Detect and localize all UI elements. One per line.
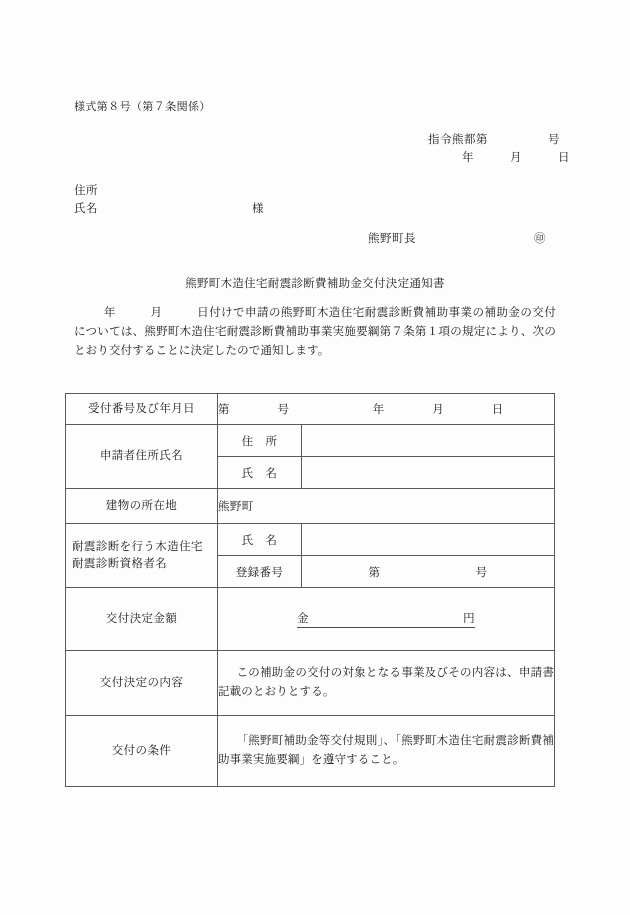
- row-sublabel-applicant-name: 氏 名: [218, 457, 302, 489]
- row-sublabel-applicant-address: 住 所: [218, 425, 302, 457]
- page-title: 熊野町木造住宅耐震診断費補助金交付決定通知書: [185, 278, 445, 290]
- seal-icon: ㊞: [534, 233, 546, 245]
- recipient-name-label: 氏名: [74, 203, 98, 215]
- body-paragraph: [74, 304, 556, 361]
- row-sublabel-registration-number: 登録番号: [218, 556, 302, 588]
- body-paragraph-text: 付けで申請の熊野町木造住宅耐震診断費補助事業の補助金の交付については、熊野町木造住宅耐震診断費補助事業実施要綱第７条第１項の規定により、次のとおり交付することに決定したので通知します。: [74, 307, 556, 357]
- issuer-title: 熊野町長: [368, 233, 416, 245]
- conditions-text: 「熊野町補助金等交付規則」、「熊野町木造住宅耐震診断費補助事業実施要綱」を遵守すること。: [218, 735, 555, 766]
- table-row: [66, 651, 555, 716]
- row-value-grant-amount[interactable]: [218, 588, 555, 651]
- table-row: [66, 394, 555, 425]
- table-row: [66, 489, 555, 524]
- table-row: [66, 524, 555, 556]
- row-value-decision-content: [218, 651, 555, 716]
- row-label-receipt-number: 受付番号及び年月日: [66, 394, 218, 425]
- row-value-inspector-name[interactable]: [302, 524, 555, 556]
- row-label-inspector-line2: 耐震診断資格者名: [72, 557, 168, 570]
- row-value-receipt-number[interactable]: 第 号 年 月 日: [218, 394, 555, 425]
- amount-prefix: 金: [297, 613, 309, 625]
- row-label-inspector-line1: 耐震診断を行う木造住宅: [72, 540, 203, 553]
- row-value-applicant-name[interactable]: [302, 457, 555, 489]
- recipient-address-label: 住所: [74, 185, 98, 197]
- document-date: 年 月 日: [462, 152, 570, 164]
- row-value-applicant-address[interactable]: [302, 425, 555, 457]
- decision-content-text: この補助金の交付の対象となる事業及びその内容は、申請書記載のとおりとする。: [218, 667, 555, 698]
- amount-suffix: 円: [463, 613, 475, 625]
- row-label-applicant: 申請者住所氏名: [66, 425, 218, 489]
- form-code: 様式第８号（第７条関係）: [74, 101, 211, 113]
- row-label-building-location: 建物の所在地: [66, 489, 218, 524]
- row-label-inspector: [66, 524, 218, 588]
- table-row: [66, 716, 555, 787]
- body-date-blank: 年 月 日: [103, 307, 209, 319]
- row-value-registration-number[interactable]: 第 号: [302, 556, 555, 588]
- table-row: [66, 425, 555, 457]
- amount-fill-line: [297, 610, 475, 628]
- row-label-decision-content: 交付決定の内容: [66, 651, 218, 716]
- row-value-building-location[interactable]: 熊野町: [218, 489, 555, 524]
- row-label-grant-amount: 交付決定金額: [66, 588, 218, 651]
- row-label-conditions: 交付の条件: [66, 716, 218, 787]
- document-number: 指令熊都第 号: [428, 134, 560, 146]
- table-row: [66, 588, 555, 651]
- decision-table: [65, 393, 555, 787]
- row-value-conditions: [218, 716, 555, 787]
- row-sublabel-inspector-name: 氏 名: [218, 524, 302, 556]
- recipient-honorific: 様: [252, 203, 264, 215]
